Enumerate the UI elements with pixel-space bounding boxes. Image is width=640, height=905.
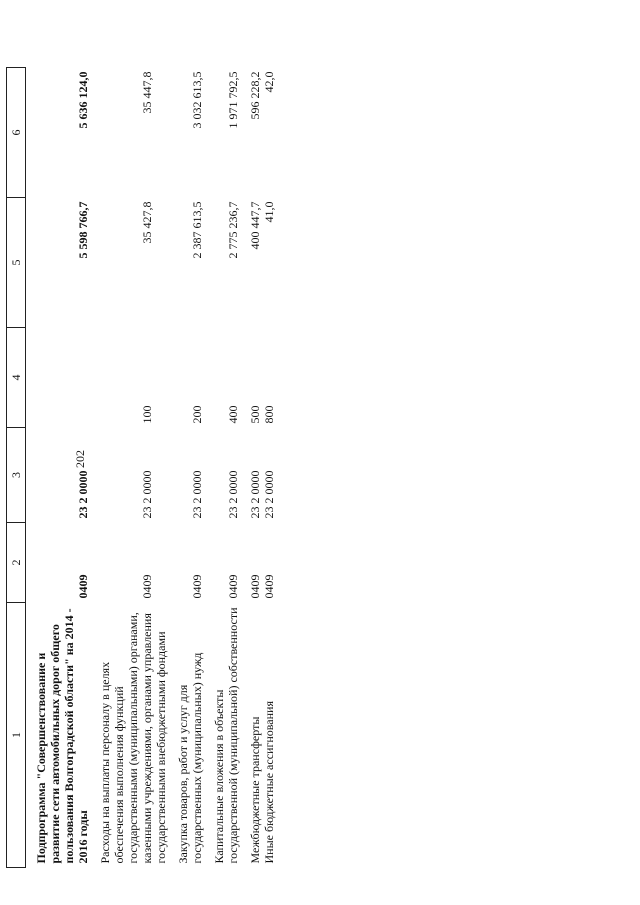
row-name: Подпрограмма "Совершенствование и развитие сети автомобильных дорог общего пользования Волгоградской области" на 2014 - 2016 годы [34, 608, 90, 864]
header-row [7, 68, 26, 868]
budget-table-rotated [6, 68, 566, 868]
row-value-2016: 42,0 [262, 71, 276, 93]
row-target-article: 23 2 0000 [140, 470, 154, 519]
table-row [34, 68, 90, 868]
row-expense-type: 400 [226, 405, 240, 424]
table-row [248, 68, 262, 868]
row-name: Закупка товаров, работ и услуг для государственных (муниципальных) нужд [176, 652, 204, 864]
row-expense-type [34, 328, 90, 428]
row-value-2015: 400 447,7 [248, 201, 262, 250]
row-expense-type: 200 [190, 405, 204, 424]
row-target-article: 23 2 0000 [190, 470, 204, 519]
row-value-2016: 35 447,8 [140, 71, 154, 114]
row-expense-type: 800 [262, 405, 276, 424]
table-row [262, 68, 276, 868]
row-value-2015: 35 427,8 [140, 201, 154, 244]
row-section-code: 0409 [226, 574, 240, 599]
row-target-article: 23 2 0000 [262, 470, 276, 519]
row-name: Расходы на выплаты персоналу в целях обеспечения выполнения функций государственными (муниципальными) органами, казенными учреждениями, органами управления государственными внебюджетными фондами [98, 612, 168, 864]
row-value-2016: 3 032 613,5 [190, 71, 204, 129]
row-value-2015: 41,0 [262, 201, 276, 223]
row-expense-type: 100 [140, 405, 154, 424]
row-section-code: 0409 [76, 574, 90, 599]
header-col-2: 2 [7, 523, 26, 603]
row-target-article: 23 2 0000 [226, 470, 240, 519]
header-col-3: 3 [7, 428, 26, 523]
header-col-4: 4 [7, 328, 26, 428]
header-col-6: 6 [7, 68, 26, 198]
row-name: Иные бюджетные ассигнования [262, 701, 276, 864]
row-name: Межбюджетные трансферты [248, 716, 262, 864]
row-section-code: 0409 [262, 574, 276, 599]
budget-table [6, 67, 276, 868]
header-col-5: 5 [7, 198, 26, 328]
row-target-article: 23 2 0000 [76, 470, 90, 519]
row-value-2015: 2 387 613,5 [190, 201, 204, 259]
table-row [212, 68, 240, 868]
row-value-2016: 596 228,2 [248, 71, 262, 120]
header-col-1: 1 [7, 603, 26, 868]
row-value-2015: 5 598 766,7 [76, 201, 90, 259]
row-value-2016: 1 971 792,5 [226, 71, 240, 129]
row-target-article: 23 2 0000 [248, 470, 262, 519]
page-number: 202 [73, 450, 87, 468]
row-expense-type: 500 [248, 405, 262, 424]
row-name: Капитальные вложения в объекты государственной (муниципальной) собственности [212, 607, 240, 864]
table-row [98, 68, 168, 868]
row-section-code: 0409 [248, 574, 262, 599]
row-section-code: 0409 [140, 574, 154, 599]
row-value-2016: 5 636 124,0 [76, 71, 90, 129]
row-value-2015: 2 775 236,7 [226, 201, 240, 259]
row-section-code: 0409 [190, 574, 204, 599]
table-row [176, 68, 204, 868]
